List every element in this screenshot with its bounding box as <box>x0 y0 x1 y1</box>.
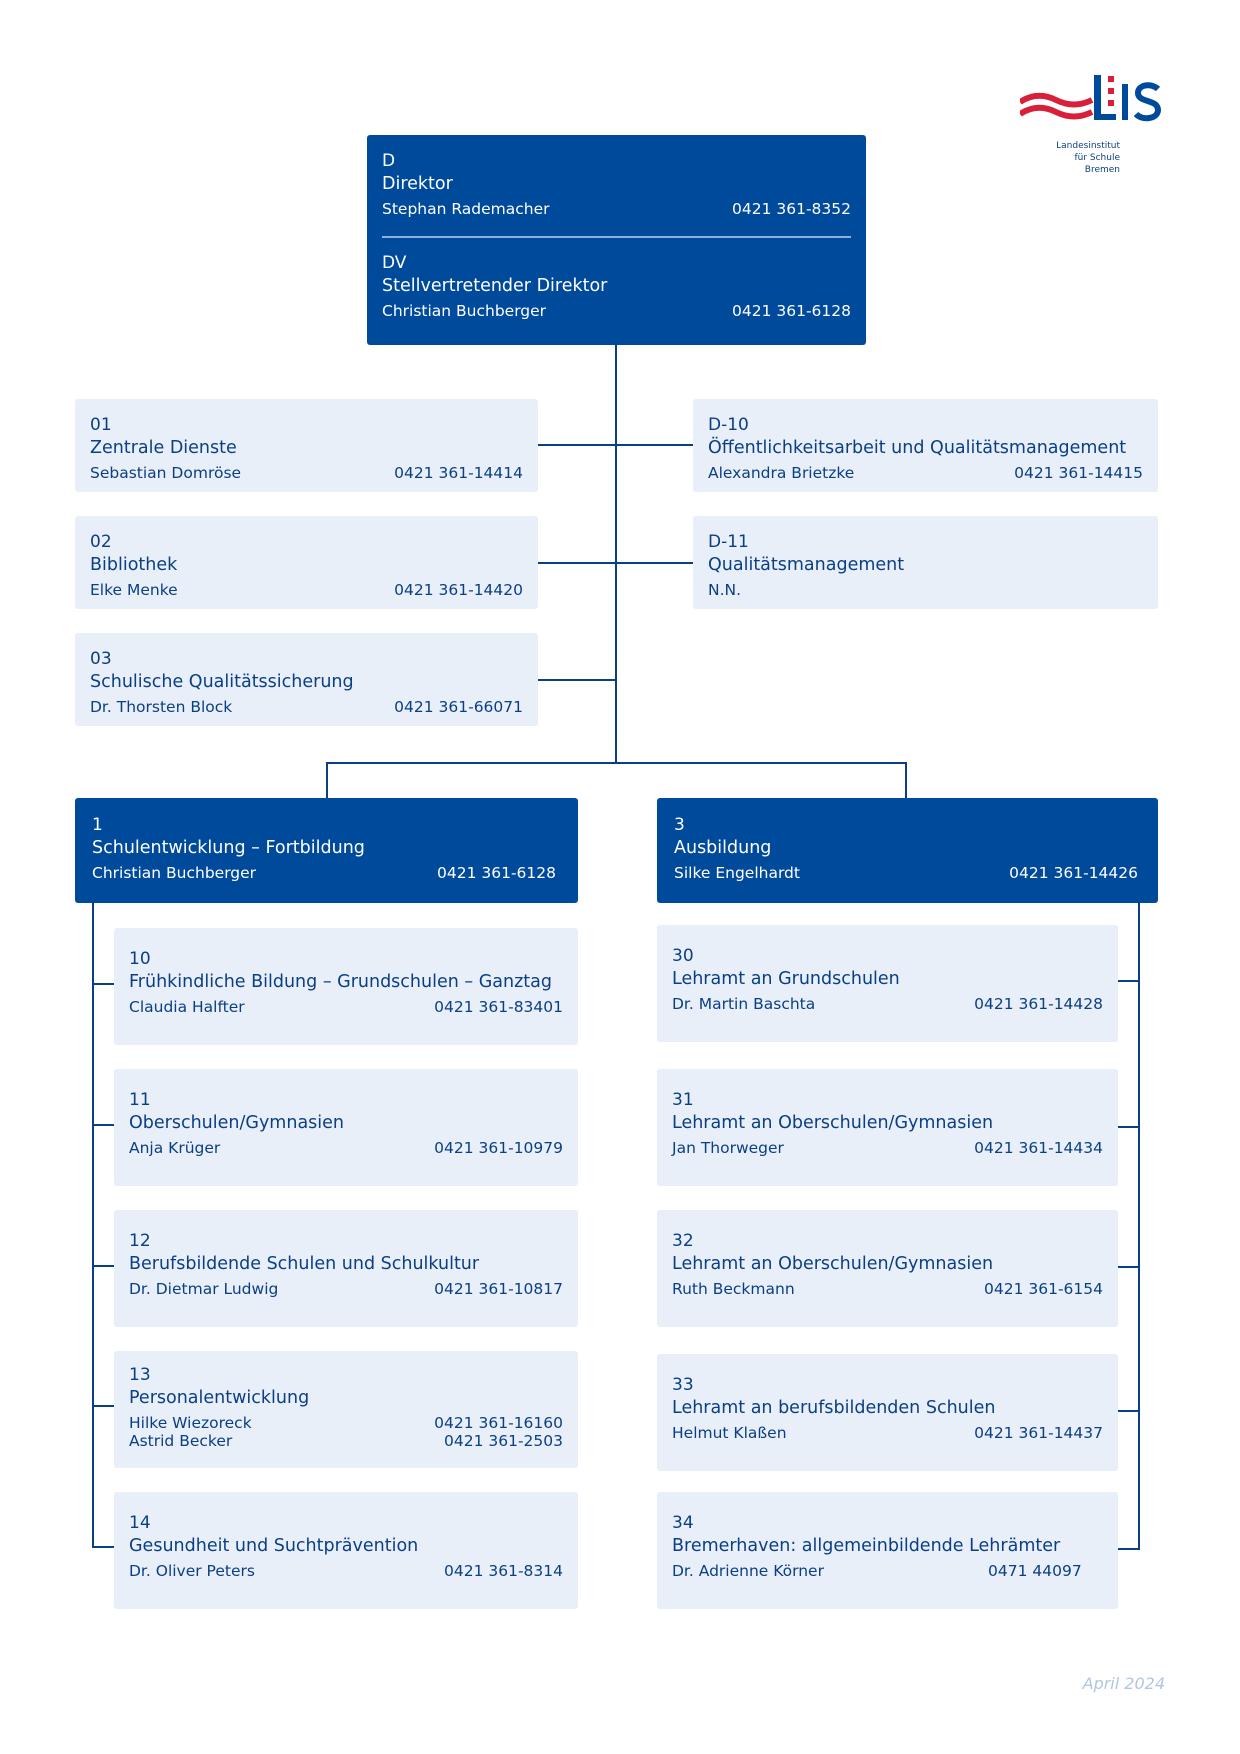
unit-box-31 <box>657 1069 1118 1186</box>
unit-box-14 <box>114 1492 578 1609</box>
connector-33 <box>1118 1410 1140 1412</box>
unit-box-11 <box>114 1069 578 1186</box>
unit-code: 34 <box>672 1513 694 1533</box>
department-code: 1 <box>92 815 103 835</box>
director-box <box>367 135 866 345</box>
deputy-name: Christian Buchberger <box>382 302 547 320</box>
connector-branch <box>326 762 907 764</box>
unit-box-02 <box>75 516 538 609</box>
unit-title: Öffentlichkeitsarbeit und Qualitätsmanagement <box>708 438 1127 458</box>
connector-dept1 <box>326 762 328 799</box>
unit-head: Anja Krüger <box>129 1139 221 1157</box>
unit-phone: 0421 361-14420 <box>394 581 523 599</box>
unit-contact <box>129 1562 563 1580</box>
unit-contact <box>672 1280 1103 1298</box>
unit-code: D-11 <box>708 532 749 552</box>
deputy-contact <box>382 302 851 320</box>
connector-30 <box>1118 980 1140 982</box>
connector-32 <box>1118 1266 1140 1268</box>
unit-box-34 <box>657 1492 1118 1609</box>
logo-line: Landesinstitut <box>1056 141 1120 151</box>
unit-code: 13 <box>129 1365 151 1385</box>
unit-code: 01 <box>90 415 112 435</box>
connector-31 <box>1118 1126 1140 1128</box>
unit-phone: 0421 361-16160 <box>434 1414 563 1432</box>
unit-head: Dr. Adrienne Körner <box>672 1562 824 1580</box>
unit-code: 02 <box>90 532 112 552</box>
unit-title: Qualitätsmanagement <box>708 555 905 575</box>
connector-01 <box>538 444 693 446</box>
unit-box-12 <box>114 1210 578 1327</box>
unit-head: Dr. Martin Baschta <box>672 995 816 1013</box>
unit-contact <box>672 995 1103 1013</box>
deputy-code: DV <box>382 253 407 273</box>
unit-contact <box>129 998 563 1016</box>
unit-contact <box>708 581 1143 599</box>
department-contact <box>92 864 556 882</box>
department-head: Christian Buchberger <box>92 864 257 882</box>
unit-head: N.N. <box>708 581 742 599</box>
unit-title: Lehramt an Grundschulen <box>672 969 900 989</box>
unit-box-13 <box>114 1351 578 1468</box>
unit-contact-2 <box>129 1432 563 1450</box>
department-phone: 0421 361-6128 <box>437 864 556 882</box>
unit-code: 12 <box>129 1231 151 1251</box>
unit-contact <box>129 1280 563 1298</box>
unit-contact <box>672 1424 1103 1442</box>
footer-date: April 2024 <box>1082 1674 1165 1693</box>
unit-contact <box>708 464 1143 482</box>
logo-line: für Schule <box>1074 153 1120 163</box>
unit-phone-2: 0421 361-2503 <box>444 1432 563 1450</box>
unit-contact <box>672 1139 1103 1157</box>
director-code: D <box>382 151 396 171</box>
deputy-title: Stellvertretender Direktor <box>382 276 608 296</box>
unit-contact <box>129 1414 563 1432</box>
unit-code: 32 <box>672 1231 694 1251</box>
unit-title: Lehramt an berufsbildenden Schulen <box>672 1398 996 1418</box>
unit-phone: 0421 361-83401 <box>434 998 563 1016</box>
unit-phone: 0421 361-14434 <box>974 1139 1103 1157</box>
unit-box-03 <box>75 633 538 726</box>
unit-box-D-11 <box>693 516 1158 609</box>
unit-title: Lehramt an Oberschulen/Gymnasien <box>672 1254 994 1274</box>
director-contact <box>382 200 851 218</box>
unit-box-33 <box>657 1354 1118 1471</box>
unit-head: Dr. Oliver Peters <box>129 1562 255 1580</box>
unit-title: Bibliothek <box>90 555 178 575</box>
unit-phone: 0421 361-14428 <box>974 995 1103 1013</box>
director-name: Stephan Rademacher <box>382 200 550 218</box>
unit-head: Sebastian Domröse <box>90 464 242 482</box>
unit-box-01 <box>75 399 538 492</box>
director-title: Direktor <box>382 174 453 194</box>
connector-03 <box>538 679 617 681</box>
unit-head: Jan Thorweger <box>672 1139 784 1157</box>
connector-13 <box>92 1405 114 1407</box>
unit-title: Gesundheit und Suchtprävention <box>129 1536 419 1556</box>
unit-phone: 0421 361-6154 <box>984 1280 1103 1298</box>
unit-title: Personalentwicklung <box>129 1388 310 1408</box>
deputy-phone: 0421 361-6128 <box>732 302 851 320</box>
logo-line: Bremen <box>1084 165 1120 175</box>
department-title: Schulentwicklung – Fortbildung <box>92 838 365 858</box>
unit-phone <box>1028 581 1143 599</box>
unit-phone: 0421 361-10979 <box>434 1139 563 1157</box>
department-code: 3 <box>674 815 685 835</box>
unit-phone: 0421 361-14414 <box>394 464 523 482</box>
unit-title: Zentrale Dienste <box>90 438 237 458</box>
unit-contact <box>672 1562 1103 1580</box>
unit-box-D-10 <box>693 399 1158 492</box>
connector-10 <box>92 983 114 985</box>
department-phone: 0421 361-14426 <box>1009 864 1138 882</box>
unit-head: Dr. Thorsten Block <box>90 698 233 716</box>
connector-dept3 <box>905 762 907 799</box>
unit-contact <box>90 581 523 599</box>
unit-contact <box>90 464 523 482</box>
unit-title: Frühkindliche Bildung – Grundschulen – Ganztag <box>129 972 552 992</box>
unit-title: Bremerhaven: allgemeinbildende Lehrämter <box>672 1536 1061 1556</box>
unit-title: Berufsbildende Schulen und Schulkultur <box>129 1254 480 1274</box>
unit-contact <box>90 698 523 716</box>
connector-34 <box>1118 1548 1140 1550</box>
connector-12 <box>92 1265 114 1267</box>
unit-head: Helmut Klaßen <box>672 1424 787 1442</box>
unit-phone: 0421 361-14437 <box>974 1424 1103 1442</box>
unit-box-32 <box>657 1210 1118 1327</box>
logo-subtitle <box>1050 140 1120 176</box>
unit-code: 10 <box>129 949 151 969</box>
unit-phone: 0421 361-10817 <box>434 1280 563 1298</box>
connector-dept1-spine <box>92 903 94 1548</box>
connector-11 <box>92 1124 114 1126</box>
unit-code: 31 <box>672 1090 694 1110</box>
unit-head: Hilke Wiezoreck <box>129 1414 252 1432</box>
connector-dept3-spine <box>1138 903 1140 1548</box>
unit-code: 11 <box>129 1090 151 1110</box>
unit-code: D-10 <box>708 415 749 435</box>
department-contact <box>674 864 1138 882</box>
unit-code: 33 <box>672 1375 694 1395</box>
unit-head: Claudia Halfter <box>129 998 245 1016</box>
unit-code: 03 <box>90 649 112 669</box>
unit-head: Ruth Beckmann <box>672 1280 795 1298</box>
unit-title: Oberschulen/Gymnasien <box>129 1113 344 1133</box>
unit-code: 14 <box>129 1513 151 1533</box>
unit-title: Lehramt an Oberschulen/Gymnasien <box>672 1113 994 1133</box>
department-box-1 <box>75 798 578 903</box>
connector-02 <box>538 562 693 564</box>
unit-box-10 <box>114 928 578 1045</box>
department-box-3 <box>657 798 1158 903</box>
unit-phone: 0471 44097 <box>988 1562 1082 1580</box>
unit-phone: 0421 361-14415 <box>1014 464 1143 482</box>
connector-14 <box>92 1546 114 1548</box>
unit-head: Alexandra Brietzke <box>708 464 855 482</box>
unit-phone: 0421 361-66071 <box>394 698 523 716</box>
connector-trunk <box>615 345 617 763</box>
unit-head-2: Astrid Becker <box>129 1432 233 1450</box>
director-divider <box>382 236 851 238</box>
unit-contact <box>129 1139 563 1157</box>
unit-head: Dr. Dietmar Ludwig <box>129 1280 279 1298</box>
unit-code: 30 <box>672 946 694 966</box>
department-head: Silke Engelhardt <box>674 864 800 882</box>
unit-title: Schulische Qualitätssicherung <box>90 672 354 692</box>
unit-phone: 0421 361-8314 <box>444 1562 563 1580</box>
department-title: Ausbildung <box>674 838 772 858</box>
director-phone: 0421 361-8352 <box>732 200 851 218</box>
unit-box-30 <box>657 925 1118 1042</box>
unit-head: Elke Menke <box>90 581 178 599</box>
